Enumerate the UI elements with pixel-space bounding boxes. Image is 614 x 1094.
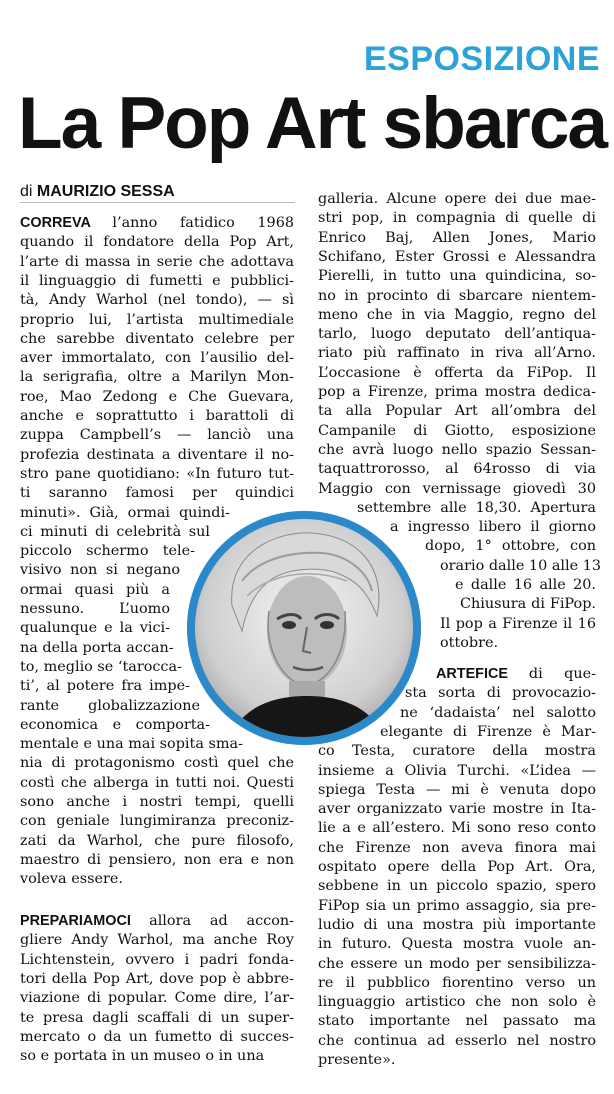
- text-line: Enrico Baj, Allen Jones, Mario: [318, 229, 596, 246]
- text-line: ludio di una mostra più importante: [318, 916, 596, 933]
- text-line: re il pubblico fiorentino verso un: [318, 974, 596, 991]
- text-line: nessuno. L’uomo: [20, 601, 170, 617]
- text-line: rante globalizzazione: [20, 697, 200, 714]
- text-line: to, meglio se ‘tarocca-: [20, 658, 182, 675]
- text-line: piccolo schermo tele-: [20, 543, 195, 560]
- text-line: CORREVA l’anno fatidico 1968: [20, 215, 295, 231]
- text-line: profezia destinata a diventare il no-: [20, 446, 294, 463]
- text-line: settembre alle 18,30. Apertura: [357, 499, 596, 516]
- text-line: stri pop, in compagnia di quelle di: [318, 210, 596, 227]
- text-line: visivo non si negano: [20, 562, 180, 579]
- paragraph-lead: PREPARIAMOCI: [20, 913, 150, 929]
- andy-warhol-portrait: [187, 511, 421, 745]
- text-line: so e portata in un museo o in una: [20, 1048, 265, 1065]
- text-line: zuppa Campbell’s — lanciò una: [20, 427, 294, 444]
- text-line: roe, Mao Zedong e Che Guevara,: [20, 388, 294, 405]
- text-line: ARTEFICE di que-: [436, 666, 597, 682]
- text-line: ottobre.: [440, 634, 499, 651]
- text-line: Maggio con vernissage giovedì 30: [318, 480, 596, 497]
- text-line: voleva essere.: [20, 871, 123, 888]
- text-line: na della porta accan-: [20, 639, 174, 656]
- text-line: la serigrafia, oltre a Marilyn Mon-: [20, 369, 294, 386]
- text-line: elegante di Firenze è Mar-: [380, 723, 596, 740]
- text-line: linguaggio artistico che non solo è: [318, 994, 596, 1011]
- text-line: ormai quasi più a: [20, 581, 170, 598]
- text-line: il linguaggio di fumetti e pubblici-: [20, 272, 294, 289]
- text-line: gliere Andy Warhol, ma anche Roy: [20, 932, 294, 949]
- text-line: viazione di popular. Come dire, l’ar-: [20, 990, 294, 1007]
- text-line: che avrà luogo nello spazio Sessan-: [318, 441, 596, 458]
- text-line: L’occasione è offerta da FiPop. Il: [318, 364, 596, 381]
- text-line: te presa dagli scaffali di un super-: [20, 1009, 294, 1026]
- text-line: aver organizzato varie mostre in Ita-: [318, 801, 596, 818]
- text-line: ne ‘dadaista’ nel salotto: [400, 704, 596, 721]
- text-line: taquattrorosso, al 64rosso di via: [318, 461, 596, 478]
- text-line: con geniale lungimiranza preconiz-: [20, 813, 294, 830]
- text-line: a ingresso libero il giorno: [390, 519, 596, 536]
- text-line: sta sorta di provocazio-: [405, 685, 596, 702]
- text-line: zati da Warhol, che pure filosofo,: [20, 832, 294, 849]
- text-line: presente».: [318, 1052, 396, 1068]
- text-line: costì che alberga in tutti noi. Questi: [20, 774, 294, 791]
- text-line: sono anche i nostri tempi, quelli: [20, 794, 294, 810]
- text-line: ci minuti di celebrità sul: [20, 523, 210, 540]
- text-line: tarlo, luogo deputato dell’antiqua-: [318, 326, 596, 343]
- paragraph-lead: CORREVA: [20, 215, 113, 231]
- text-line: minuti». Già, ormai quindi-: [20, 504, 230, 521]
- text-line: Schifano, Ester Grossi e Alessandra: [318, 248, 596, 265]
- text-line: stro pane quotidiano: «In futuro tut-: [20, 465, 294, 482]
- text-line: quando il fondatore della Pop Art,: [20, 234, 294, 251]
- byline-prefix: di: [20, 183, 33, 200]
- text-line: spiega Testa — mi è venuta dopo: [318, 781, 596, 798]
- text-line: riato più raffinato in riva all’Arno.: [318, 345, 596, 362]
- text-line: tà, Andy Warhol (nel tondo), — sì: [20, 292, 294, 309]
- text-line: ti saranno famosi per quindici: [20, 485, 294, 502]
- text-line: Campanile di Giotto, esposizione: [318, 422, 596, 439]
- byline-name: MAURIZIO SESSA: [36, 183, 175, 200]
- text-line: dopo, 1° ottobre, con: [425, 538, 596, 555]
- paragraph-lead: ARTEFICE: [436, 666, 529, 682]
- text-line: stato importante nel passato ma: [318, 1013, 596, 1030]
- text-line: che Firenze non aveva finora mai: [318, 839, 596, 856]
- text-line: che essere un modo per sensibilizza-: [318, 955, 596, 972]
- text-line: in futuro. Questa mostra vuole an-: [318, 936, 596, 953]
- text-line: mercato o da un fumetto di succes-: [20, 1028, 294, 1045]
- portrait-image: [187, 511, 421, 745]
- text-line: nia di protagonismo costì quel che: [20, 755, 294, 772]
- headline: La Pop Art sbarca: [18, 83, 607, 164]
- text-line: no in procinto di sbarcare nientem-: [318, 287, 596, 304]
- text-line: co Testa, curatore della mostra: [318, 743, 596, 760]
- text-line: FiPop sia un primo assaggio, sia pre-: [318, 897, 596, 914]
- text-line: PREPARIAMOCI allora ad accon-: [20, 913, 294, 929]
- text-line: economica e comporta-: [20, 716, 210, 733]
- text-line: pop a Firenze, prima mostra dedica-: [318, 384, 596, 400]
- text-line: orario dalle 10 alle 13: [440, 557, 602, 574]
- text-line: che sarebbe diventato celebre per: [20, 330, 294, 347]
- text-line: ospitato opere della Pop Art. Ora,: [318, 859, 596, 875]
- text-line: ta alla Popular Art all’ombra del: [318, 403, 596, 420]
- text-line: e dalle 16 alle 20.: [455, 577, 596, 593]
- text-line: l’arte di massa in serie che adottava: [20, 253, 294, 270]
- text-line: Lichtenstein, ovvero i padri fonda-: [20, 951, 294, 968]
- text-line: Pierelli, in tutto una quindicina, so-: [318, 268, 596, 285]
- text-line: che continua ad esserlo nel nostro: [318, 1032, 596, 1049]
- text-line: mentale e una mai sopita sma-: [20, 736, 243, 753]
- text-line: lie a e all’estero. Mi sono reso conto: [318, 820, 596, 837]
- text-line: maestro di pensiero, non era e non: [20, 851, 294, 868]
- text-line: meno che in via Maggio, regno del: [318, 306, 596, 323]
- text-line: aver immortalato, con l’ausilio del-: [20, 350, 294, 367]
- text-line: Il pop a Firenze il 16: [440, 615, 596, 632]
- text-line: Chiusura di FiPop.: [460, 596, 596, 613]
- text-line: galleria. Alcune opere dei due mae-: [318, 191, 596, 207]
- section-kicker: ESPOSIZIONE: [364, 40, 600, 78]
- text-line: proprio lui, l’artista multimediale: [20, 311, 294, 328]
- text-line: qualunque e la vici-: [20, 620, 170, 637]
- text-line: tori della Pop Art, dove pop è abbre-: [20, 970, 294, 987]
- text-line: ti’, al potere fra impe-: [20, 678, 190, 695]
- text-line: sebbene in un piccolo spazio, spero: [318, 878, 596, 895]
- text-line: insieme a Olivia Turchi. «L’idea —: [318, 762, 596, 779]
- text-line: anche e soprattutto i barattoli di: [20, 408, 294, 424]
